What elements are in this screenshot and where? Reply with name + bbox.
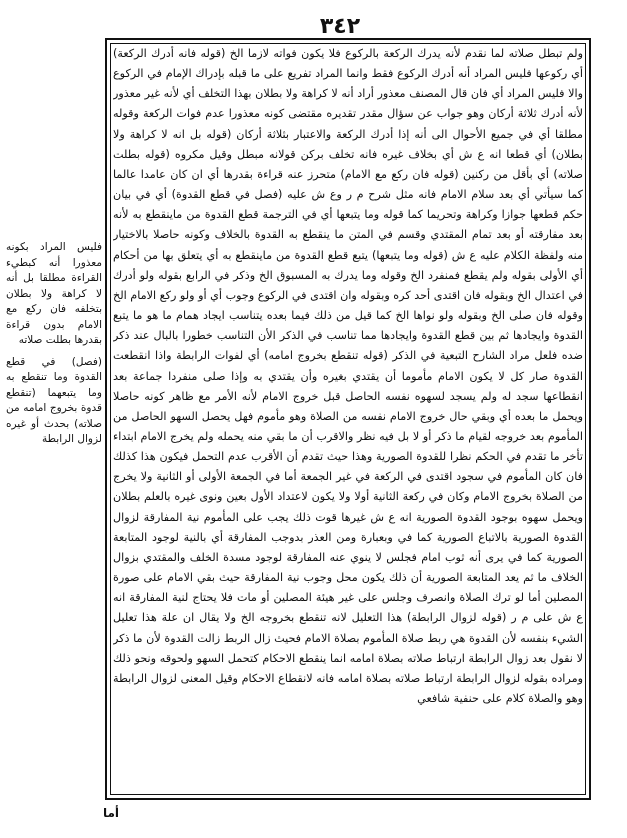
- margin-notes: [6, 240, 102, 454]
- page-number: ٣٤٢: [319, 14, 361, 39]
- commentary-paragraph: ولم تبطل صلاته لما نقدم لأنه يدرك الركعة بالركوع فلا يكون فواته لازما الخ (قوله فانه أدرك الركعة) أي ركوعها فليس المراد أنه أدرك الركوع فقط وانما المراد تفريع على ما قبله بإدراك الإمام في الركوع والا فليس المراد أي فان قال المصنف معذور أراد أنه لا كراهة ولا بطلان بهذا التخلف أي لأنه غير معذور لأنه أدرك ثلاثة أركان وهو جواب عن سؤال مقدر تقديره مقتضى كونه معذورا عدم فوات الركعة وقوله مطلقا أي في جميع الأحوال الى أنه إذا أدرك الركعة والاعتبار بثلاثة أركان (قوله بل انه لا كراهة ولا بطلان) أي قطعا انه ع ش أي بخلاف غيره فانه تخلف بركن قولانه مبطل وقيل مكروه (قوله بطلت صلاته) أي بأقل من ركنين (قوله فان ركع مع الامام) متحرز عنه قراءة بقدرها أي ان كان عامدا عالما كما سيأتي أي بعد سلام الامام فانه مثل شرح م ر وع ش عليه (فصل في قطع القدوة) أي في بيان حكم قطعها جوازا وكراهة وتحريما كما قوله وما يتبعها أي في الترجمة قطع القدوة من ماينقطع به لأنه بعد مفارقته أو بعد تمام المقتدي وقسم في المتن ما ينقطع به القدوة بالخلاف وكونه حاصلا بالاختيار منه ولفظة الكلام عليه ع ش (قوله وما يتبعها) يتبع قطع القدوة من ماينقطع به أي يتعلق بها من أحكام أي الأولى بقوله ولم يقطع فمنفرد الخ وقوله وما يدرك به المسبوق الخ وذكر في الرابع بقوله ولو أدرك في اعتدال الخ وبقوله فان اقتدى أحد كره وبقوله وان اقتدى في الركوع وجوب أي أو ولو ركع الامام الخ وقوله فان صلى الخ وبقوله ولو نواها الخ كما قيل من ذلك فيما بعده يتناسب ايجاد همام ما هو ما يتبع القدوة وايجادها ثم بين قطع القدوة وايجادها مما تناسب في الذكر الأن التناسب خطورا بالبال عند ذكر ضده فلعل مراد الشارح التبعية في الذكر (قوله تنقطع بخروج امامه) أي لفوات الرابطة واذا انقطعت القدوة صار كل لا يكون الامام مأموما أن يقتدي بغيره وأن يقتدي به وإذا صلى منفردا جماعة بعد انقطاعها سجد له ولم يسجد لسهوه نفسه الحاصل قبل خروج الامام لأنه الأمر مع ظاهر كونه حاصلا ويحمل ما بعده أي وبقي حال خروج الامام نفسه من الصلاة وهو مأموم فهل يحصل السهو الحاصل من المأموم بعد خروجه لقيام ما ذكر أو لا بل فيه نظر والاقرب أن ما بقي منه يحمله ولم يخرج الامام ابتداء تأخر ما تقدم في الحكم نظرا للقدوة الصورية وهذا حيث تقدم أن الأقرب عدم التحمل فيكون هذا كذلك فان كان المأموم في سجود اقتدى في الركعة في غير الجمعة أما في الجمعة الأولى أو الثانية ولا يخرج من الصلاة بخروج الامام وكان في ركعة الثانية أولا ولا يكون لاعتداد الأول بعين ونوى غيره بالعلم بطلان ويحمل سهوه بوجود القدوة الصورية انه ع ش غيرها قوت ذلك يجب على المأموم نية المفارقة لزوال القدوة الصورية بالاتباع الصورية كما في وبعبارة ومن العذر بدوجب المفارقة أي بالنية لوجود المتابعة الصورية كما في يرى أنه ثوب امام فجلس لا ينوي عنه المفارقة لوجود مسدة الخلف والمقتدي بزوال الخلاف ما ثم يعد المتابعة الصورية أن ذلك يكون محل وجوب نية المفارقة حيث بقي الامام على صورة المصلين أما لو ترك الصلاة وانصرف وجلس على غير هيئة المصلين أو مات فلا يحتاج لنية المفارقة انه ع ش على م ر (قوله لزوال الرابطة) هذا التعليل لانه تنقطع بخروجه الخ ولا يقال ان علة هذا تعليل الشيء بنفسه لأن القدوة هي ربط صلاة المأموم بصلاة الامام فحيث زال الربط زالت القدوة لأن ما ذكر لا نقول بعد زوال الرابطة ارتباط صلاته بصلاة امامه انما ينقطع الاحكام كتحمل السهو ولحوقه ونحو ذلك ومراده بقوله لزوال الرابطة ارتباط صلاته بصلاة امامه فانه لانقطاع الاحكام وقيل المعنى لزوال الرابطة وهو والصلاة كلام على حنفية شافعي: [113, 47, 583, 705]
- margin-note-2: (فصل) في قطع القدوة وما تنقطع به وما يتبعهما (تنقطع قدوة بخروج امامه من صلاته) بحدث أو غيره لزوال الرابطة: [6, 355, 102, 445]
- main-commentary-text: [113, 44, 583, 794]
- text-frame: [105, 38, 591, 800]
- margin-note-1: فليس المراد بكونه معذورا أنه كبطيء القراءة مطلقا بل أنه لا كراهة ولا بطلان بتخلفه فان ركع مع الامام بدون قراءة بقدرها بطلت صلاته: [6, 241, 102, 346]
- catchword: أما: [103, 806, 120, 820]
